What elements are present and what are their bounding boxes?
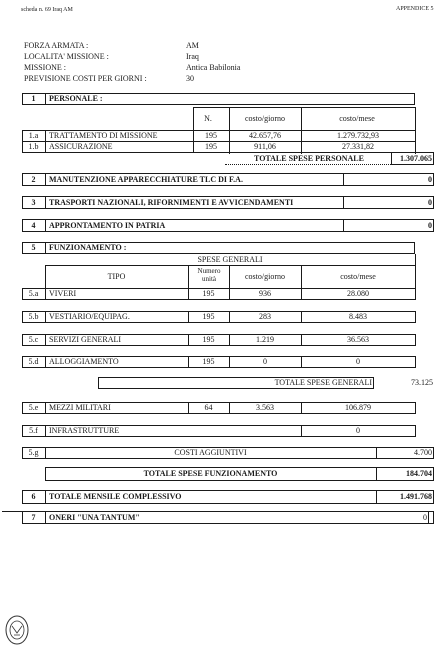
row-n: 195	[205, 131, 217, 140]
row-n: 195	[202, 335, 215, 344]
section-num: 2	[31, 175, 36, 184]
personale-num: 1	[31, 94, 36, 103]
row-mese: 0	[356, 357, 360, 366]
tot-funz-label: TOTALE SPESE FUNZIONAMENTO	[143, 469, 278, 478]
localita-label: LOCALITA' MISSIONE :	[24, 52, 109, 61]
row-mese: 28.080	[347, 289, 369, 298]
forza-value: AM	[186, 41, 199, 50]
row-code: 1.a	[28, 131, 39, 140]
forza-label: FORZA ARMATA :	[24, 41, 89, 50]
totale-num: 6	[31, 492, 36, 501]
row-label: VESTIARIO/EQUIPAG.	[49, 312, 130, 321]
missione-value: Antica Babilonia	[186, 63, 241, 72]
row-n: 195	[202, 289, 215, 298]
personale-title: PERSONALE :	[49, 94, 103, 103]
row-code: 5.c	[28, 335, 39, 344]
row-mese: 27.331,82	[342, 142, 374, 151]
tot-generali-value: 73.125	[411, 378, 433, 387]
col-n: N.	[204, 114, 212, 123]
row-code: 5.f	[29, 426, 38, 435]
row-giorno: 911,06	[254, 142, 276, 151]
tot-generali-label: TOTALE SPESE GENERALI	[274, 378, 372, 387]
row-mese: 1.279.732,93	[337, 131, 379, 140]
col-costo-giorno: costo/giorno	[245, 114, 285, 123]
total-personale-value: 1.307.065	[400, 154, 432, 163]
funzionamento-num: 5	[31, 243, 36, 252]
row-value: 4.700	[414, 448, 432, 457]
row-giorno: 1.219	[256, 335, 274, 344]
row-giorno: 42.657,76	[249, 131, 281, 140]
missione-label: MISSIONE :	[24, 63, 67, 72]
row-mese: 36.563	[347, 335, 369, 344]
spese-generali-title: SPESE GENERALI	[197, 255, 263, 264]
row-label: ALLOGGIAMENTO	[49, 357, 119, 366]
col-tipo: TIPO	[107, 272, 126, 281]
row-label: INFRASTRUTTURE	[49, 426, 120, 435]
oneri-label: ONERI "UNA TANTUM"	[49, 513, 140, 522]
section-value: 0	[428, 221, 432, 230]
row-giorno: 3.563	[256, 403, 274, 412]
row-label: ASSICURAZIONE	[49, 142, 113, 151]
row-code: 5.d	[28, 357, 39, 366]
col-costo-mese: costo/mese	[339, 114, 375, 123]
section-title: APPRONTAMENTO IN PATRIA	[49, 221, 166, 230]
row-n: 195	[202, 312, 215, 321]
row-giorno: 0	[263, 357, 267, 366]
section-num: 4	[31, 221, 36, 230]
col-costo-giorno: costo/giorno	[245, 272, 285, 281]
row-code: 1.b	[28, 142, 39, 151]
totale-value: 1.491.768	[400, 492, 432, 501]
row-label: SERVIZI GENERALI	[49, 335, 122, 344]
total-personale-label: TOTALE SPESE PERSONALE	[254, 154, 364, 163]
row-n: 64	[204, 403, 213, 412]
row-n: 195	[202, 357, 215, 366]
row-giorno: 936	[259, 289, 271, 298]
row-mese: 106.879	[345, 403, 371, 412]
section-title: MANUTENZIONE APPARECCHIATURE TLC DI F.A.	[49, 175, 243, 184]
row-code: 5.e	[28, 403, 39, 412]
funzionamento-title: FUNZIONAMENTO :	[49, 243, 127, 252]
section-num: 3	[31, 198, 36, 207]
row-label: VIVERI	[49, 289, 77, 298]
row-giorno: 283	[259, 312, 271, 321]
row-mese: 0	[356, 426, 360, 435]
tot-funz-value: 184.704	[406, 469, 432, 478]
row-n: 195	[205, 142, 217, 151]
oneri-num: 7	[31, 513, 36, 522]
oneri-value: 0	[423, 513, 427, 522]
col-numero-unita: Numero unità	[197, 267, 221, 283]
col-costo-mese: costo/mese	[340, 272, 376, 281]
section-value: 0	[428, 175, 432, 184]
row-code: 5.b	[28, 312, 39, 321]
previsione-value: 30	[186, 74, 194, 83]
row-label: COSTI AGGIUNTIVI	[174, 448, 247, 457]
section-title: TRASPORTI NAZIONALI, RIFORNIMENTI E AVVICENDAMENTI	[49, 198, 294, 207]
section-value: 0	[428, 198, 432, 207]
row-code: 5.g	[28, 448, 39, 457]
row-mese: 8.483	[349, 312, 367, 321]
totale-label: TOTALE MENSILE COMPLESSIVO	[49, 492, 182, 501]
previsione-label: PREVISIONE COSTI PER GIORNI :	[24, 74, 147, 83]
localita-value: Iraq	[186, 52, 199, 61]
stamp-seal	[4, 613, 30, 647]
row-code: 5.a	[28, 289, 39, 298]
row-label: MEZZI MILITARI	[49, 403, 111, 412]
appendix-label: APPENDICE 5	[396, 6, 434, 12]
row-label: TRATTAMENTO DI MISSIONE	[49, 131, 158, 140]
doc-ref: scheda n. 69 Iraq AM	[21, 7, 73, 13]
